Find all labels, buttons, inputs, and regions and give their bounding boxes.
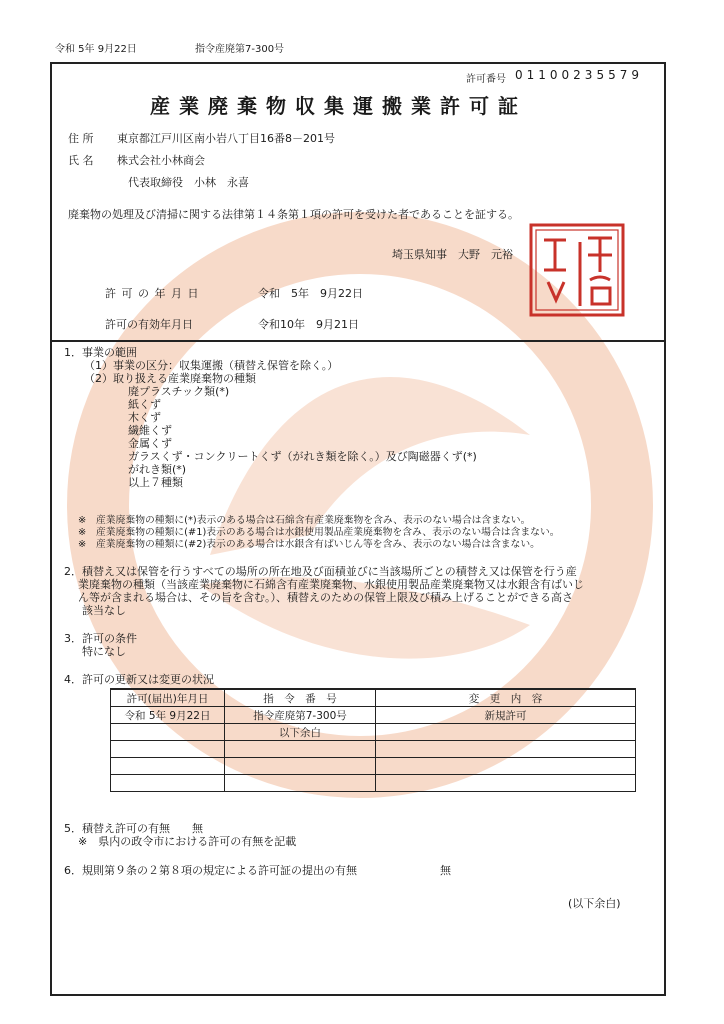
table-row bbox=[111, 775, 636, 792]
company-name: 株式会社小林商会 bbox=[117, 154, 205, 167]
column-header: 許可(届出)年月日 bbox=[111, 689, 225, 707]
name-label: 氏 名 bbox=[68, 154, 94, 167]
table-cell bbox=[111, 724, 225, 741]
directive-number: 指令産廃第7-300号 bbox=[195, 44, 285, 55]
table-cell: 以下余白 bbox=[225, 724, 376, 741]
section3-value: 特になし bbox=[82, 645, 126, 658]
section2-line: 2．積替え又は保管を行うすべての場所の所在地及び面積並びに当該場所ごとの積替え又は保管を行う産 bbox=[64, 565, 577, 578]
waste-type: 繊維くず bbox=[128, 424, 172, 437]
waste-type: 金属くず bbox=[128, 437, 172, 450]
waste-type: ガラスくず・コンクリートくず（がれき類を除く。）及び陶磁器くず(*) bbox=[128, 450, 477, 463]
column-header: 指 令 番 号 bbox=[225, 689, 376, 707]
permit-date-label: 許 可 の 年 月 日 bbox=[105, 287, 200, 300]
permit-number-label: 許可番号 bbox=[466, 74, 506, 85]
waste-type: 廃プラスチック類(*) bbox=[128, 385, 230, 398]
table-cell bbox=[376, 775, 636, 792]
table-row bbox=[111, 741, 636, 758]
end-mark: (以下余白) bbox=[568, 897, 621, 910]
representative: 代表取締役 小林 永喜 bbox=[128, 176, 249, 189]
table-cell bbox=[111, 741, 225, 758]
permit-date: 令和 5年 9月22日 bbox=[258, 287, 363, 300]
table-cell bbox=[111, 775, 225, 792]
table-row bbox=[111, 758, 636, 775]
waste-type-count: 以上７種類 bbox=[128, 476, 183, 489]
table-cell bbox=[376, 758, 636, 775]
section2-value: 該当なし bbox=[82, 604, 126, 617]
issue-date: 令和 5年 9月22日 bbox=[55, 44, 137, 55]
waste-type: がれき類(*) bbox=[128, 463, 187, 476]
address-label: 住 所 bbox=[68, 132, 94, 145]
section1-item1: （1）事業の区分：収集運搬（積替え保管を除く。） bbox=[84, 359, 339, 372]
certification-statement: 廃棄物の処理及び清掃に関する法律第１４条第１項の許可を受けた者であることを証する。 bbox=[68, 208, 519, 221]
mercury-product-note: ※ 産業廃棄物の種類に(#1)表示のある場合は水銀使用製品産業廃棄物を含み、表示のない場合は含まない。 bbox=[78, 527, 560, 538]
table-cell bbox=[225, 741, 376, 758]
table-cell bbox=[225, 758, 376, 775]
section4-heading: 4．許可の更新又は変更の状況 bbox=[64, 673, 214, 686]
waste-type: 紙くず bbox=[128, 398, 161, 411]
section5-line: 5．積替え許可の有無 無 bbox=[64, 822, 203, 835]
table-cell bbox=[111, 758, 225, 775]
official-seal-icon bbox=[528, 222, 626, 318]
table-header-row bbox=[111, 689, 636, 707]
valid-date-label: 許可の有効年月日 bbox=[105, 318, 193, 331]
section3-heading: 3．許可の条件 bbox=[64, 632, 137, 645]
issuer: 埼玉県知事 大野 元裕 bbox=[392, 248, 513, 261]
asbestos-note: ※ 産業廃棄物の種類に(*)表示のある場合は石綿含有産業廃棄物を含み、表示のない場合は含まない。 bbox=[78, 515, 531, 526]
table-cell bbox=[376, 724, 636, 741]
table-cell bbox=[376, 741, 636, 758]
section2-line: ん等が含まれる場合は、その旨を含む。）、積替えのための保管上限及び積み上げることができる高さ bbox=[78, 591, 573, 604]
table-cell: 令和 5年 9月22日 bbox=[111, 707, 225, 724]
certificate-title: 産業廃棄物収集運搬業許可証 bbox=[150, 94, 527, 118]
section6-value: 無 bbox=[440, 864, 451, 877]
section1-item2: （2）取り扱える産業廃棄物の種類 bbox=[84, 372, 256, 385]
address-value: 東京都江戸川区南小岩八丁目16番8－201号 bbox=[117, 132, 335, 145]
table-row bbox=[111, 707, 636, 724]
valid-date: 令和10年 9月21日 bbox=[258, 318, 359, 331]
table-row bbox=[111, 724, 636, 741]
permit-number: 01100235579 bbox=[515, 68, 643, 82]
section1-heading: 1．事業の範囲 bbox=[64, 346, 137, 359]
table-cell bbox=[225, 775, 376, 792]
table-cell: 指令産廃第7-300号 bbox=[225, 707, 376, 724]
mercury-dust-note: ※ 産業廃棄物の種類に(#2)表示のある場合は水銀含有ばいじん等を含み、表示のない場合は含まない。 bbox=[78, 539, 540, 550]
section2-line: 業廃棄物の種類（当該産業廃棄物に石綿含有産業廃棄物、水銀使用製品産業廃棄物又は水銀含有ばいじ bbox=[78, 578, 584, 591]
section-divider bbox=[50, 340, 666, 342]
column-header: 変 更 内 容 bbox=[376, 689, 636, 707]
waste-type: 木くず bbox=[128, 411, 161, 424]
section5-note: ※ 県内の政令市における許可の有無を記載 bbox=[78, 835, 297, 848]
permit-history-table bbox=[110, 688, 636, 792]
table-cell: 新規許可 bbox=[376, 707, 636, 724]
section6-line: 6．規則第９条の２第８項の規定による許可証の提出の有無 bbox=[64, 864, 357, 877]
